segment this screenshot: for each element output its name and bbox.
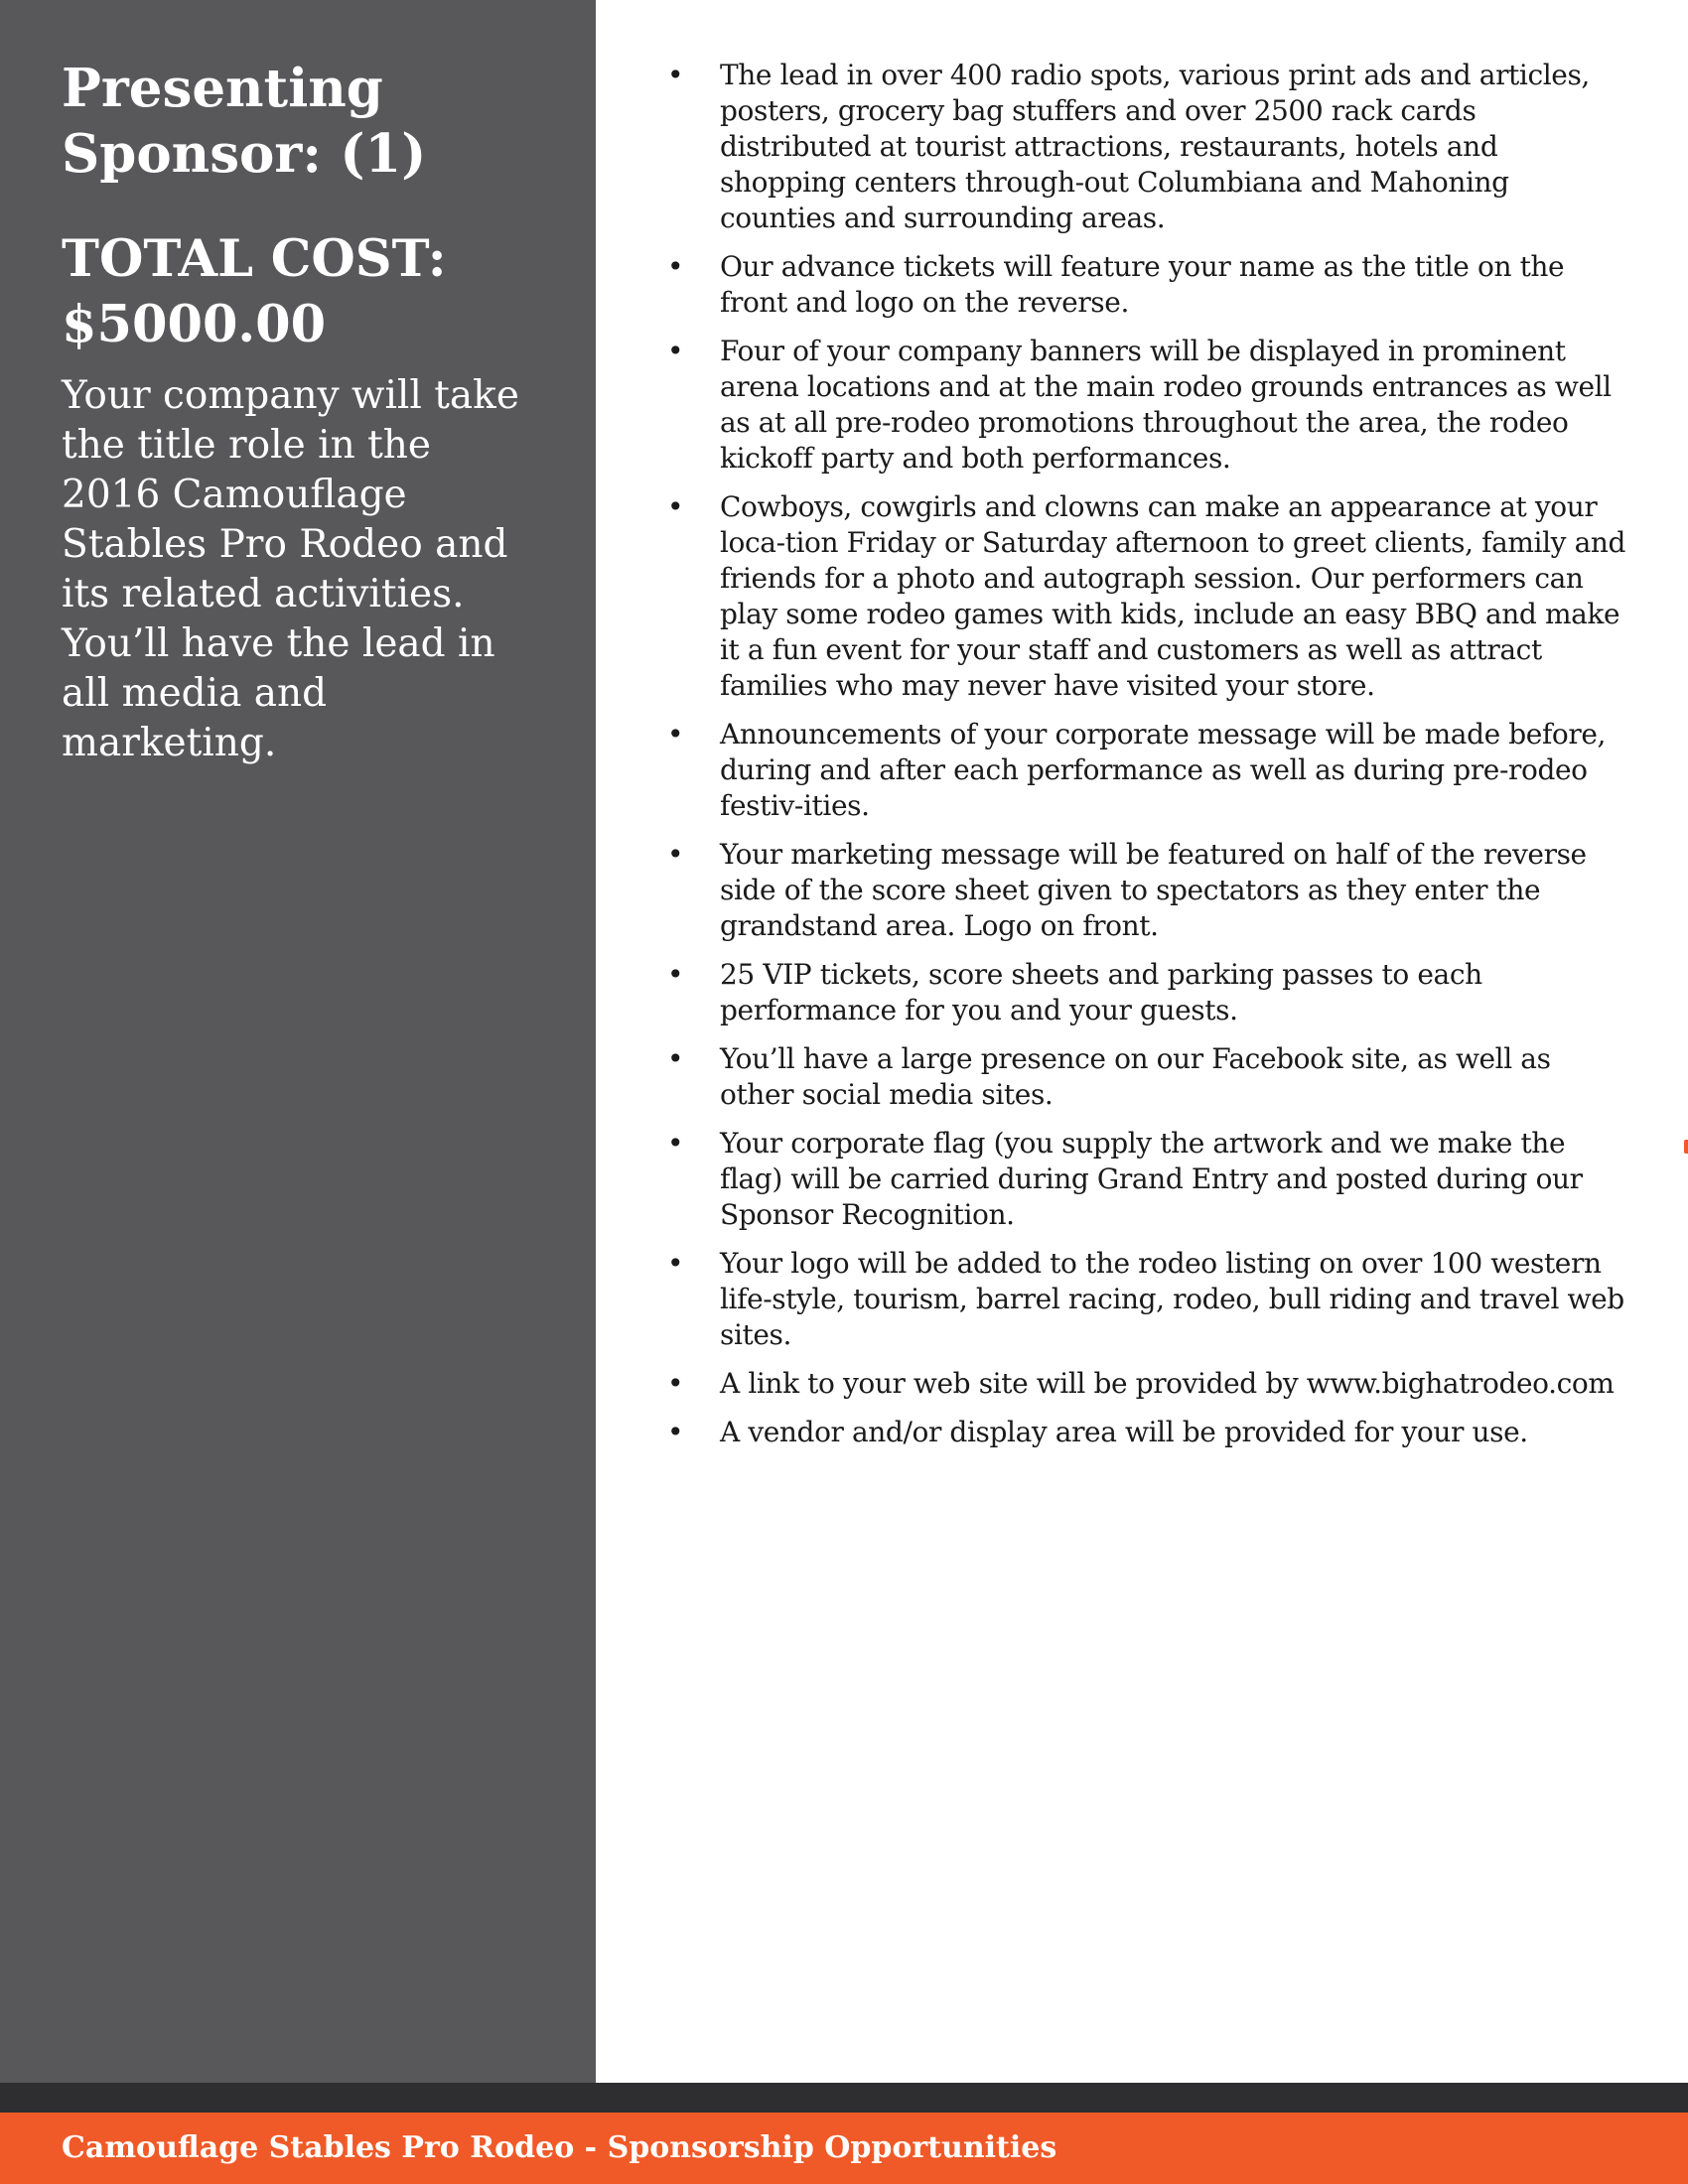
bullet-icon: • bbox=[667, 1416, 684, 1448]
benefit-text: Announcements of your corporate message will be made before, during and after each performance as well as during pre-rodeo festiv-ities. bbox=[720, 718, 1607, 822]
footer-dark-band bbox=[0, 2083, 1688, 2113]
benefit-text: A vendor and/or display area will be provided for your use. bbox=[720, 1416, 1528, 1448]
benefit-item bbox=[667, 957, 1628, 1028]
benefit-text: Four of your company banners will be displayed in prominent arena locations and at the main rodeo grounds entrances as well as at all pre-rodeo promotions throughout the area, the rodeo kickoff party and both performances. bbox=[720, 335, 1612, 475]
bullet-icon: • bbox=[667, 1367, 684, 1400]
benefit-item bbox=[667, 1366, 1628, 1402]
benefit-text: The lead in over 400 radio spots, various print ads and articles, posters, grocery bag stuffers and over 2500 rack cards distributed at tourist attractions, restaurants, hotels and shopping centers through-out Columbiana and Mahoning counties and surrounding areas. bbox=[720, 59, 1590, 234]
benefit-item bbox=[667, 717, 1628, 824]
benefit-text: Your logo will be added to the rodeo listing on over 100 western life-style, tourism, barrel racing, rodeo, bull riding and travel web sites. bbox=[720, 1247, 1624, 1351]
benefit-text: Cowboys, cowgirls and clowns can make an appearance at your loca-tion Friday or Saturday afternoon to greet clients, family and friends for a photo and autograph session. Our performers can play some rodeo games with kids, include an easy BBQ and make it a fun event for your staff and customers as well as attract families who may never have visited your store. bbox=[720, 490, 1626, 702]
sponsor-tier-title: Presenting Sponsor: (1) bbox=[62, 58, 427, 185]
bullet-icon: • bbox=[667, 250, 684, 283]
bullet-icon: • bbox=[667, 838, 684, 871]
benefit-text: You’ll have a large presence on our Facebook site, as well as other social media sites. bbox=[720, 1042, 1551, 1111]
edge-accent-mark bbox=[1684, 1140, 1688, 1154]
bullet-icon: • bbox=[667, 59, 684, 91]
benefit-item bbox=[667, 334, 1628, 477]
bullet-icon: • bbox=[667, 958, 684, 991]
sponsor-intro-text: Your company will take the title role in the 2016 Camouflage Stables Pro Rodeo and its related activities. You’ll have the lead in all media and marketing. bbox=[62, 373, 519, 765]
benefit-item bbox=[667, 1415, 1628, 1450]
benefit-text: 25 VIP tickets, score sheets and parking passes to each performance for you and your guests. bbox=[720, 958, 1482, 1026]
benefit-item bbox=[667, 58, 1628, 236]
bullet-icon: • bbox=[667, 1247, 684, 1280]
benefit-item bbox=[667, 489, 1628, 704]
benefits-list bbox=[667, 58, 1628, 1450]
bullet-icon: • bbox=[667, 490, 684, 523]
benefit-text: Your marketing message will be featured on half of the reverse side of the score sheet given to spectators as they enter the grandstand area. Logo on front. bbox=[720, 838, 1587, 942]
page-footer bbox=[0, 2113, 1688, 2184]
benefit-item bbox=[667, 1126, 1628, 1233]
sidebar-panel bbox=[0, 0, 596, 2083]
benefit-text: A link to your web site will be provided by www.bighatrodeo.com bbox=[720, 1367, 1615, 1400]
total-cost-label: TOTAL COST: bbox=[62, 229, 447, 289]
bullet-icon: • bbox=[667, 718, 684, 751]
bullet-icon: • bbox=[667, 1042, 684, 1075]
footer-title: Camouflage Stables Pro Rodeo - Sponsorship Opportunities bbox=[62, 2130, 1057, 2165]
benefit-item bbox=[667, 837, 1628, 944]
benefit-item bbox=[667, 1041, 1628, 1113]
benefit-item bbox=[667, 1246, 1628, 1353]
bullet-icon: • bbox=[667, 1127, 684, 1160]
benefit-text: Our advance tickets will feature your name as the title on the front and logo on the reverse. bbox=[720, 250, 1565, 319]
benefit-item bbox=[667, 249, 1628, 321]
bullet-icon: • bbox=[667, 335, 684, 367]
total-cost-value: $5000.00 bbox=[62, 295, 327, 354]
benefit-text: Your corporate flag (you supply the artwork and we make the flag) will be carried during Grand Entry and posted during our Sponsor Recognition. bbox=[720, 1127, 1583, 1231]
benefits-column bbox=[596, 0, 1688, 2083]
